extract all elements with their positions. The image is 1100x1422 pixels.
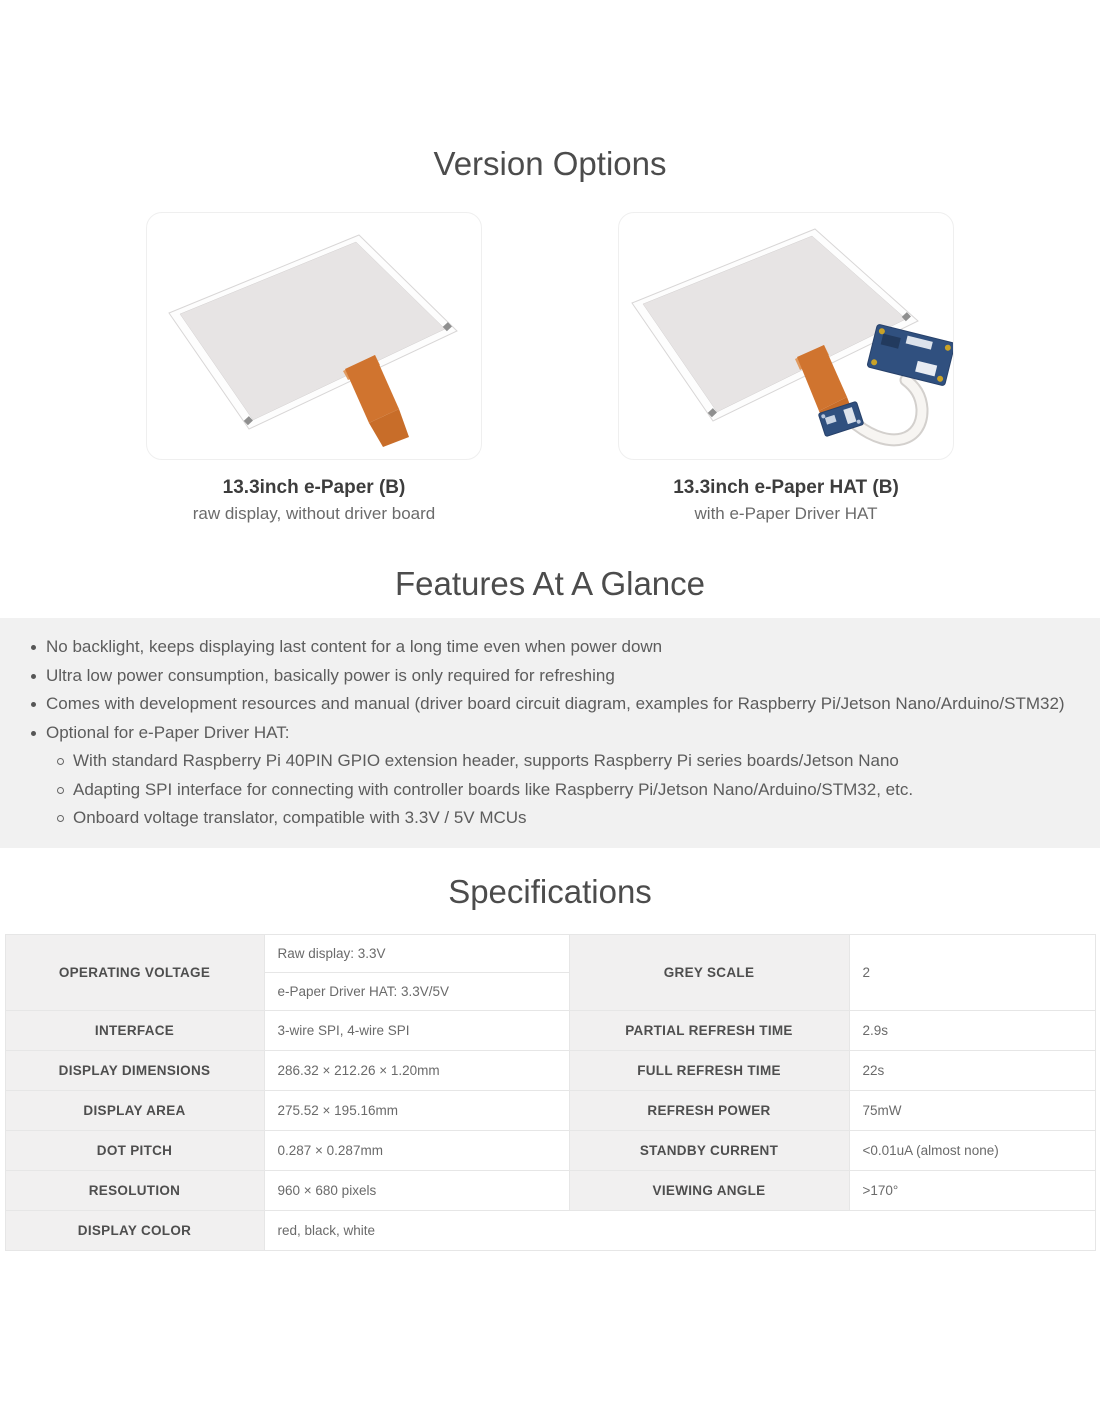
features-list bbox=[0, 633, 1070, 833]
features-block bbox=[0, 618, 1100, 848]
spec-value-viewing-angle: >170° bbox=[849, 1170, 1095, 1210]
spec-label-full-refresh-time: FULL REFRESH TIME bbox=[569, 1050, 849, 1090]
table-row bbox=[5, 1170, 1095, 1210]
spec-label-viewing-angle: VIEWING ANGLE bbox=[569, 1170, 849, 1210]
feature-item: Ultra low power consumption, basically power is only required for refreshing bbox=[46, 662, 1070, 691]
table-row bbox=[5, 1090, 1095, 1130]
spec-label-standby-current: STANDBY CURRENT bbox=[569, 1130, 849, 1170]
spec-value-interface: 3-wire SPI, 4-wire SPI bbox=[264, 1010, 569, 1050]
table-row bbox=[5, 1130, 1095, 1170]
spec-value-dot-pitch: 0.287 × 0.287mm bbox=[264, 1130, 569, 1170]
spec-value-display-color: red, black, white bbox=[264, 1210, 1095, 1250]
epaper-panel-with-driver-hat-illustration bbox=[619, 213, 953, 459]
spec-value-operating-voltage-hat: e-Paper Driver HAT: 3.3V/5V bbox=[264, 972, 569, 1010]
feature-sub-item: Onboard voltage translator, compatible with 3.3V / 5V MCUs bbox=[73, 804, 1070, 833]
specifications-table bbox=[5, 934, 1096, 1251]
epaper-raw-panel-illustration bbox=[147, 213, 481, 459]
spec-label-resolution: RESOLUTION bbox=[5, 1170, 264, 1210]
features-title: Features At A Glance bbox=[394, 565, 706, 602]
spec-label-partial-refresh-time: PARTIAL REFRESH TIME bbox=[569, 1010, 849, 1050]
epaper-hat-b-caption bbox=[673, 460, 899, 524]
spec-value-full-refresh-time: 22s bbox=[849, 1050, 1095, 1090]
version-options-title: Version Options bbox=[433, 145, 667, 182]
product-card-epaper-b bbox=[146, 212, 482, 524]
product-card-epaper-hat-b bbox=[618, 212, 954, 524]
table-row bbox=[5, 1050, 1095, 1090]
spec-label-interface: INTERFACE bbox=[5, 1010, 264, 1050]
feature-item: No backlight, keeps displaying last content for a long time even when power down bbox=[46, 633, 1070, 662]
table-row bbox=[5, 1210, 1095, 1250]
feature-item-label: Optional for e-Paper Driver HAT: bbox=[46, 722, 290, 742]
spec-label-refresh-power: REFRESH POWER bbox=[569, 1090, 849, 1130]
spec-value-resolution: 960 × 680 pixels bbox=[264, 1170, 569, 1210]
spec-value-display-dimensions: 286.32 × 212.26 × 1.20mm bbox=[264, 1050, 569, 1090]
ffc-ribbon-cable bbox=[857, 380, 922, 440]
spec-label-display-area: DISPLAY AREA bbox=[5, 1090, 264, 1130]
driver-hat-board bbox=[867, 324, 953, 386]
epaper-hat-b-name: 13.3inch e-Paper HAT (B) bbox=[673, 477, 899, 498]
spec-value-display-area: 275.52 × 195.16mm bbox=[264, 1090, 569, 1130]
epaper-b-image bbox=[146, 212, 482, 460]
epaper-hat-b-image bbox=[618, 212, 954, 460]
spec-label-display-dimensions: DISPLAY DIMENSIONS bbox=[5, 1050, 264, 1090]
epaper-b-description: raw display, without driver board bbox=[192, 504, 436, 523]
epaper-hat-b-description: with e-Paper Driver HAT bbox=[694, 504, 878, 523]
products-row bbox=[0, 212, 1100, 524]
table-row bbox=[5, 1010, 1095, 1050]
spec-label-dot-pitch: DOT PITCH bbox=[5, 1130, 264, 1170]
spec-value-standby-current: <0.01uA (almost none) bbox=[849, 1130, 1095, 1170]
table-row bbox=[5, 934, 1095, 972]
spec-value-partial-refresh-time: 2.9s bbox=[849, 1010, 1095, 1050]
specifications-title: Specifications bbox=[448, 872, 652, 910]
epaper-b-caption bbox=[193, 460, 436, 524]
epaper-b-name: 13.3inch e-Paper (B) bbox=[222, 477, 406, 498]
feature-sub-item: With standard Raspberry Pi 40PIN GPIO extension header, supports Raspberry Pi series boards/Jetson Nano bbox=[73, 747, 1070, 776]
spec-value-operating-voltage-raw: Raw display: 3.3V bbox=[264, 934, 569, 972]
feature-sub-list bbox=[46, 747, 1070, 833]
spec-label-operating-voltage: OPERATING VOLTAGE bbox=[5, 934, 264, 1010]
feature-item bbox=[46, 719, 1070, 833]
spec-value-refresh-power: 75mW bbox=[849, 1090, 1095, 1130]
spec-label-grey-scale: GREY SCALE bbox=[569, 934, 849, 1010]
spec-label-display-color: DISPLAY COLOR bbox=[5, 1210, 264, 1250]
feature-sub-item: Adapting SPI interface for connecting with controller boards like Raspberry Pi/Jetson Nano/Arduino/STM32, etc. bbox=[73, 776, 1070, 805]
spec-value-grey-scale: 2 bbox=[849, 934, 1095, 1010]
feature-item: Comes with development resources and manual (driver board circuit diagram, examples for Raspberry Pi/Jetson Nano/Arduino/STM32) bbox=[46, 690, 1070, 719]
